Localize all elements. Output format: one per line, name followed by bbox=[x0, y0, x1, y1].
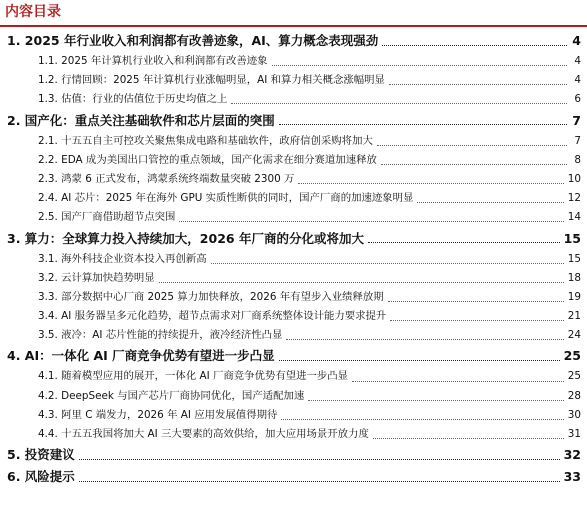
section-title: 6. 风险提示 bbox=[7, 469, 75, 485]
dot-leader bbox=[79, 459, 560, 460]
toc-subsection-entry[interactable] bbox=[0, 208, 587, 227]
page-number: 30 bbox=[567, 408, 581, 421]
page-number: 25 bbox=[563, 348, 581, 364]
page-number: 15 bbox=[567, 252, 581, 265]
dot-leader bbox=[272, 65, 567, 66]
subsection-title: 3.2. 云计算加快趋势明显 bbox=[38, 271, 155, 284]
page-number: 12 bbox=[567, 192, 581, 205]
dot-leader bbox=[388, 301, 564, 302]
subsection-title: 1.3. 估值：行业的估值位于历史均值之上 bbox=[38, 93, 228, 106]
subsection-title: 2.1. 十五五自主可控攻关聚焦集成电路和基础软件，政府信创采购将加大 bbox=[38, 134, 373, 147]
subsection-title: 4.2. DeepSeek 与国产芯片厂商协同优化，国产适配加速 bbox=[38, 389, 305, 402]
page-number: 21 bbox=[567, 310, 581, 323]
dot-leader bbox=[373, 438, 564, 439]
toc-subsection-entry[interactable] bbox=[0, 151, 587, 170]
subsection-title: 3.4. AI 服务器呈多元化趋势，超节点需求对厂商系统整体设计能力要求提升 bbox=[38, 310, 387, 323]
toc-subsection-entry[interactable] bbox=[0, 170, 587, 189]
toc-section-entry[interactable] bbox=[0, 444, 587, 466]
toc-subsection-entry[interactable] bbox=[0, 269, 587, 288]
page-number: 19 bbox=[567, 290, 581, 303]
dot-leader bbox=[179, 221, 563, 222]
page-number: 6 bbox=[574, 93, 581, 106]
dot-leader bbox=[352, 381, 564, 382]
dot-leader bbox=[79, 481, 560, 482]
toc-subsection-entry[interactable] bbox=[0, 250, 587, 269]
dot-leader bbox=[382, 45, 567, 46]
subsection-title: 2.2. EDA 成为美国出口管控的重点领域，国产化需求在细分赛道加速释放 bbox=[38, 153, 377, 166]
toc-subsection-entry[interactable] bbox=[0, 326, 587, 345]
subsection-title: 1.2. 行情回顾：2025 年计算机行业涨幅明显，AI 和算力相关概念涨幅明显 bbox=[38, 74, 385, 87]
dot-leader bbox=[279, 124, 567, 125]
subsection-title: 2.3. 鸿蒙 6 正式发布，鸿蒙系统终端数量突破 2300 万 bbox=[38, 172, 295, 185]
page-number: 4 bbox=[572, 33, 581, 48]
page-number: 7 bbox=[574, 134, 581, 147]
toc-subsection-entry[interactable] bbox=[0, 71, 587, 90]
dot-leader bbox=[281, 419, 563, 420]
dot-leader bbox=[377, 145, 567, 146]
page-number: 33 bbox=[563, 469, 581, 485]
subsection-title: 1.1. 2025 年计算机行业收入和利润都有改善迹象 bbox=[38, 55, 268, 67]
toc-subsection-entry[interactable] bbox=[0, 288, 587, 307]
toc-subsection-entry[interactable] bbox=[0, 52, 587, 71]
toc-section-entry[interactable] bbox=[0, 110, 587, 132]
section-title: 1. 2025 年行业收入和利润都有改善迹象，AI、算力概念表现强劲 bbox=[7, 33, 379, 48]
dot-leader bbox=[381, 164, 567, 165]
toc-section-entry[interactable] bbox=[0, 228, 587, 250]
toc-subsection-entry[interactable] bbox=[0, 90, 587, 109]
page-number: 4 bbox=[574, 74, 581, 87]
subsection-title: 4.1. 随着模型应用的展开，一体化 AI 厂商竞争优势有望进一步凸显 bbox=[38, 370, 349, 383]
page-number: 32 bbox=[563, 447, 581, 463]
toc-subsection-entry[interactable] bbox=[0, 387, 587, 406]
dot-leader bbox=[211, 263, 564, 264]
title-divider bbox=[0, 25, 587, 27]
toc-subsection-entry[interactable] bbox=[0, 132, 587, 151]
toc-section-entry[interactable] bbox=[0, 345, 587, 367]
page-number: 4 bbox=[574, 55, 581, 67]
table-of-contents bbox=[0, 30, 587, 488]
toc-subsection-entry[interactable] bbox=[0, 189, 587, 208]
toc-section-entry[interactable] bbox=[0, 466, 587, 488]
page-number: 18 bbox=[567, 271, 581, 284]
page-number: 8 bbox=[574, 153, 581, 166]
section-title: 5. 投资建议 bbox=[7, 447, 75, 463]
subsection-title: 4.4. 十五五我国将加大 AI 三大要素的高效供给，加大应用场景开放力度 bbox=[38, 428, 369, 440]
dot-leader bbox=[298, 183, 563, 184]
page-number: 31 bbox=[567, 428, 581, 440]
dot-leader bbox=[390, 320, 563, 321]
page-number: 15 bbox=[563, 230, 581, 246]
page-number: 10 bbox=[567, 172, 581, 185]
dot-leader bbox=[417, 202, 563, 203]
page-number: 7 bbox=[572, 112, 581, 128]
section-title: 2. 国产化：重点关注基础软件和芯片层面的突围 bbox=[7, 112, 275, 128]
section-title: 3. 算力：全球算力投入持续加大，2026 年厂商的分化或将加大 bbox=[7, 230, 364, 246]
dot-leader bbox=[389, 84, 567, 85]
subsection-title: 4.3. 阿里 C 端发力，2026 年 AI 应用发展值得期待 bbox=[38, 408, 278, 421]
subsection-title: 3.1. 海外科技企业资本投入再创新高 bbox=[38, 252, 207, 265]
toc-title: 内容目录 bbox=[5, 4, 61, 20]
toc-subsection-entry[interactable] bbox=[0, 307, 587, 326]
dot-leader bbox=[279, 360, 560, 361]
page-number: 25 bbox=[567, 370, 581, 383]
dot-leader bbox=[159, 282, 564, 283]
subsection-title: 3.5. 液冷：AI 芯片性能的持续提升，液冷经济性凸显 bbox=[38, 329, 283, 342]
section-title: 4. AI：一体化 AI 厂商竞争优势有望进一步凸显 bbox=[7, 348, 275, 364]
dot-leader bbox=[286, 339, 563, 340]
toc-subsection-entry[interactable] bbox=[0, 367, 587, 386]
dot-leader bbox=[368, 242, 560, 243]
toc-section-entry[interactable] bbox=[0, 30, 587, 52]
page-number: 28 bbox=[567, 389, 581, 402]
subsection-title: 2.4. AI 芯片：2025 年在海外 GPU 实质性断供的同时，国产厂商的加速迹象明显 bbox=[38, 192, 414, 205]
page-number: 14 bbox=[567, 211, 581, 224]
subsection-title: 2.5. 国产厂商借助超节点突围 bbox=[38, 211, 176, 224]
dot-leader bbox=[231, 103, 567, 104]
subsection-title: 3.3. 部分数据中心厂商 2025 算力加快释放，2026 年有望步入业绩释放期 bbox=[38, 290, 384, 303]
toc-subsection-entry[interactable] bbox=[0, 406, 587, 425]
dot-leader bbox=[308, 400, 564, 401]
toc-subsection-entry[interactable] bbox=[0, 425, 587, 444]
page-number: 24 bbox=[567, 329, 581, 342]
